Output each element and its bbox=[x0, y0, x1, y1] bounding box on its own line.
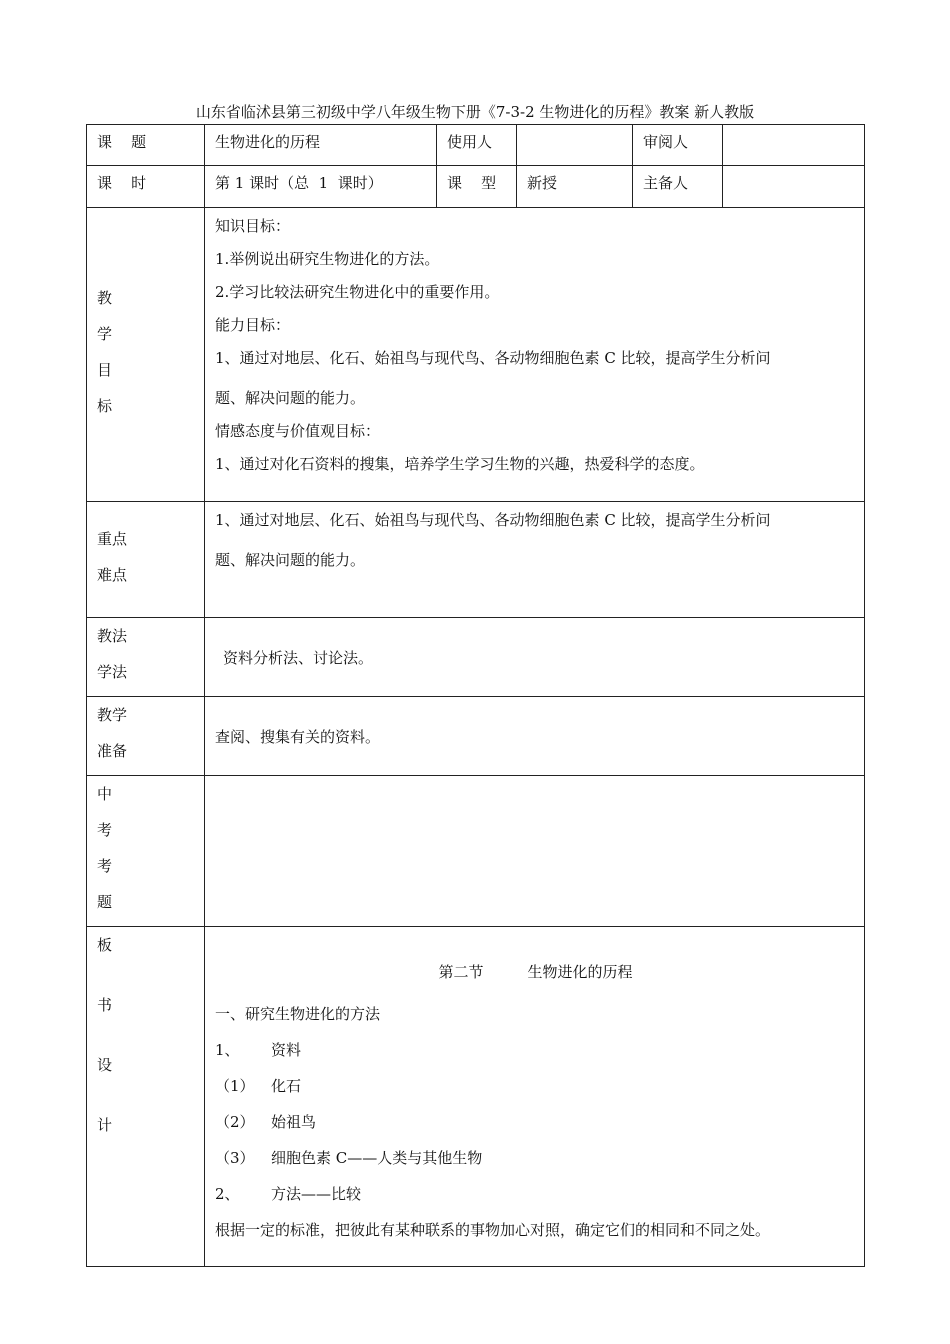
row-methods bbox=[87, 618, 865, 697]
objective-line: 1、通过对地层、化石、始祖鸟与现代鸟、各动物细胞色素 C 比较，提高学生分析问 bbox=[215, 349, 771, 367]
key-point-line: 题、解决问题的能力。 bbox=[215, 551, 366, 569]
preparer-value bbox=[723, 166, 864, 172]
row-topic bbox=[87, 125, 865, 166]
key-point-line: 1、通过对地层、化石、始祖鸟与现代鸟、各动物细胞色素 C 比较，提高学生分析问 bbox=[215, 511, 771, 529]
board-line: 1、 资料 bbox=[215, 1041, 302, 1059]
lesson-plan-table bbox=[86, 124, 865, 1267]
board-line: （1） 化石 bbox=[215, 1077, 302, 1095]
board-line: 一、研究生物进化的方法 bbox=[215, 1005, 381, 1023]
user-value bbox=[517, 125, 632, 131]
exam-content bbox=[205, 776, 864, 782]
row-objectives bbox=[87, 208, 865, 502]
objectives-label: 教 学 目 标 bbox=[97, 288, 113, 415]
preparation-text: 查阅、搜集有关的资料。 bbox=[215, 727, 381, 746]
row-exam bbox=[87, 776, 865, 927]
user-label: 使用人 bbox=[447, 133, 493, 151]
topic-label: 课 题 bbox=[97, 133, 147, 151]
board-conclusion: 根据一定的标准，把彼此有某种联系的事物加心对照，确定它们的相同和不同之处。 bbox=[215, 1221, 771, 1239]
board-section: 第二节 bbox=[438, 963, 484, 981]
objective-line: 题、解决问题的能力。 bbox=[215, 389, 366, 407]
key-points-content bbox=[205, 502, 864, 584]
objective-line: 情感态度与价值观目标： bbox=[215, 422, 381, 440]
row-period bbox=[87, 166, 865, 208]
type-value: 新授 bbox=[527, 174, 558, 192]
topic-value: 生物进化的历程 bbox=[215, 133, 321, 151]
preparer-label: 主备人 bbox=[643, 174, 689, 192]
reviewer-label: 审阅人 bbox=[643, 133, 689, 151]
board-heading bbox=[215, 961, 856, 982]
preparation-label: 教学 准备 bbox=[97, 706, 128, 760]
reviewer-value bbox=[723, 125, 864, 131]
type-label: 课 型 bbox=[447, 174, 497, 192]
objective-line: 1、通过对化石资料的搜集，培养学生学习生物的兴趣，热爱科学的态度。 bbox=[215, 455, 705, 473]
board-line: （2） 始祖鸟 bbox=[215, 1113, 317, 1131]
period-value: 第 1 课时（总 1 课时） bbox=[215, 174, 383, 192]
objective-line: 能力目标： bbox=[215, 316, 291, 334]
board-heading-text: 生物进化的历程 bbox=[527, 963, 633, 981]
board-content bbox=[205, 927, 864, 1254]
objective-line: 1.举例说出研究生物进化的方法。 bbox=[215, 250, 440, 268]
row-board bbox=[87, 927, 865, 1267]
board-line: 2、 方法——比较 bbox=[215, 1185, 362, 1203]
document-title: 山东省临沭县第三初级中学八年级生物下册《7-3-2 生物进化的历程》教案 新人教版 bbox=[195, 103, 755, 121]
objectives-content bbox=[205, 208, 864, 485]
methods-label: 教法 学法 bbox=[97, 627, 128, 681]
board-label: 板 书 设 计 bbox=[97, 936, 113, 1134]
exam-label: 中 考 考 题 bbox=[97, 785, 113, 911]
methods-text: 资料分析法、讨论法。 bbox=[223, 648, 374, 667]
objective-line: 知识目标： bbox=[215, 217, 291, 235]
row-key-points bbox=[87, 502, 865, 618]
key-points-label: 重点 难点 bbox=[97, 529, 128, 584]
row-preparation bbox=[87, 697, 865, 776]
objective-line: 2.学习比较法研究生物进化中的重要作用。 bbox=[215, 283, 500, 301]
period-label: 课 时 bbox=[97, 174, 147, 192]
board-line: （3） 细胞色素 C——人类与其他生物 bbox=[215, 1149, 483, 1167]
